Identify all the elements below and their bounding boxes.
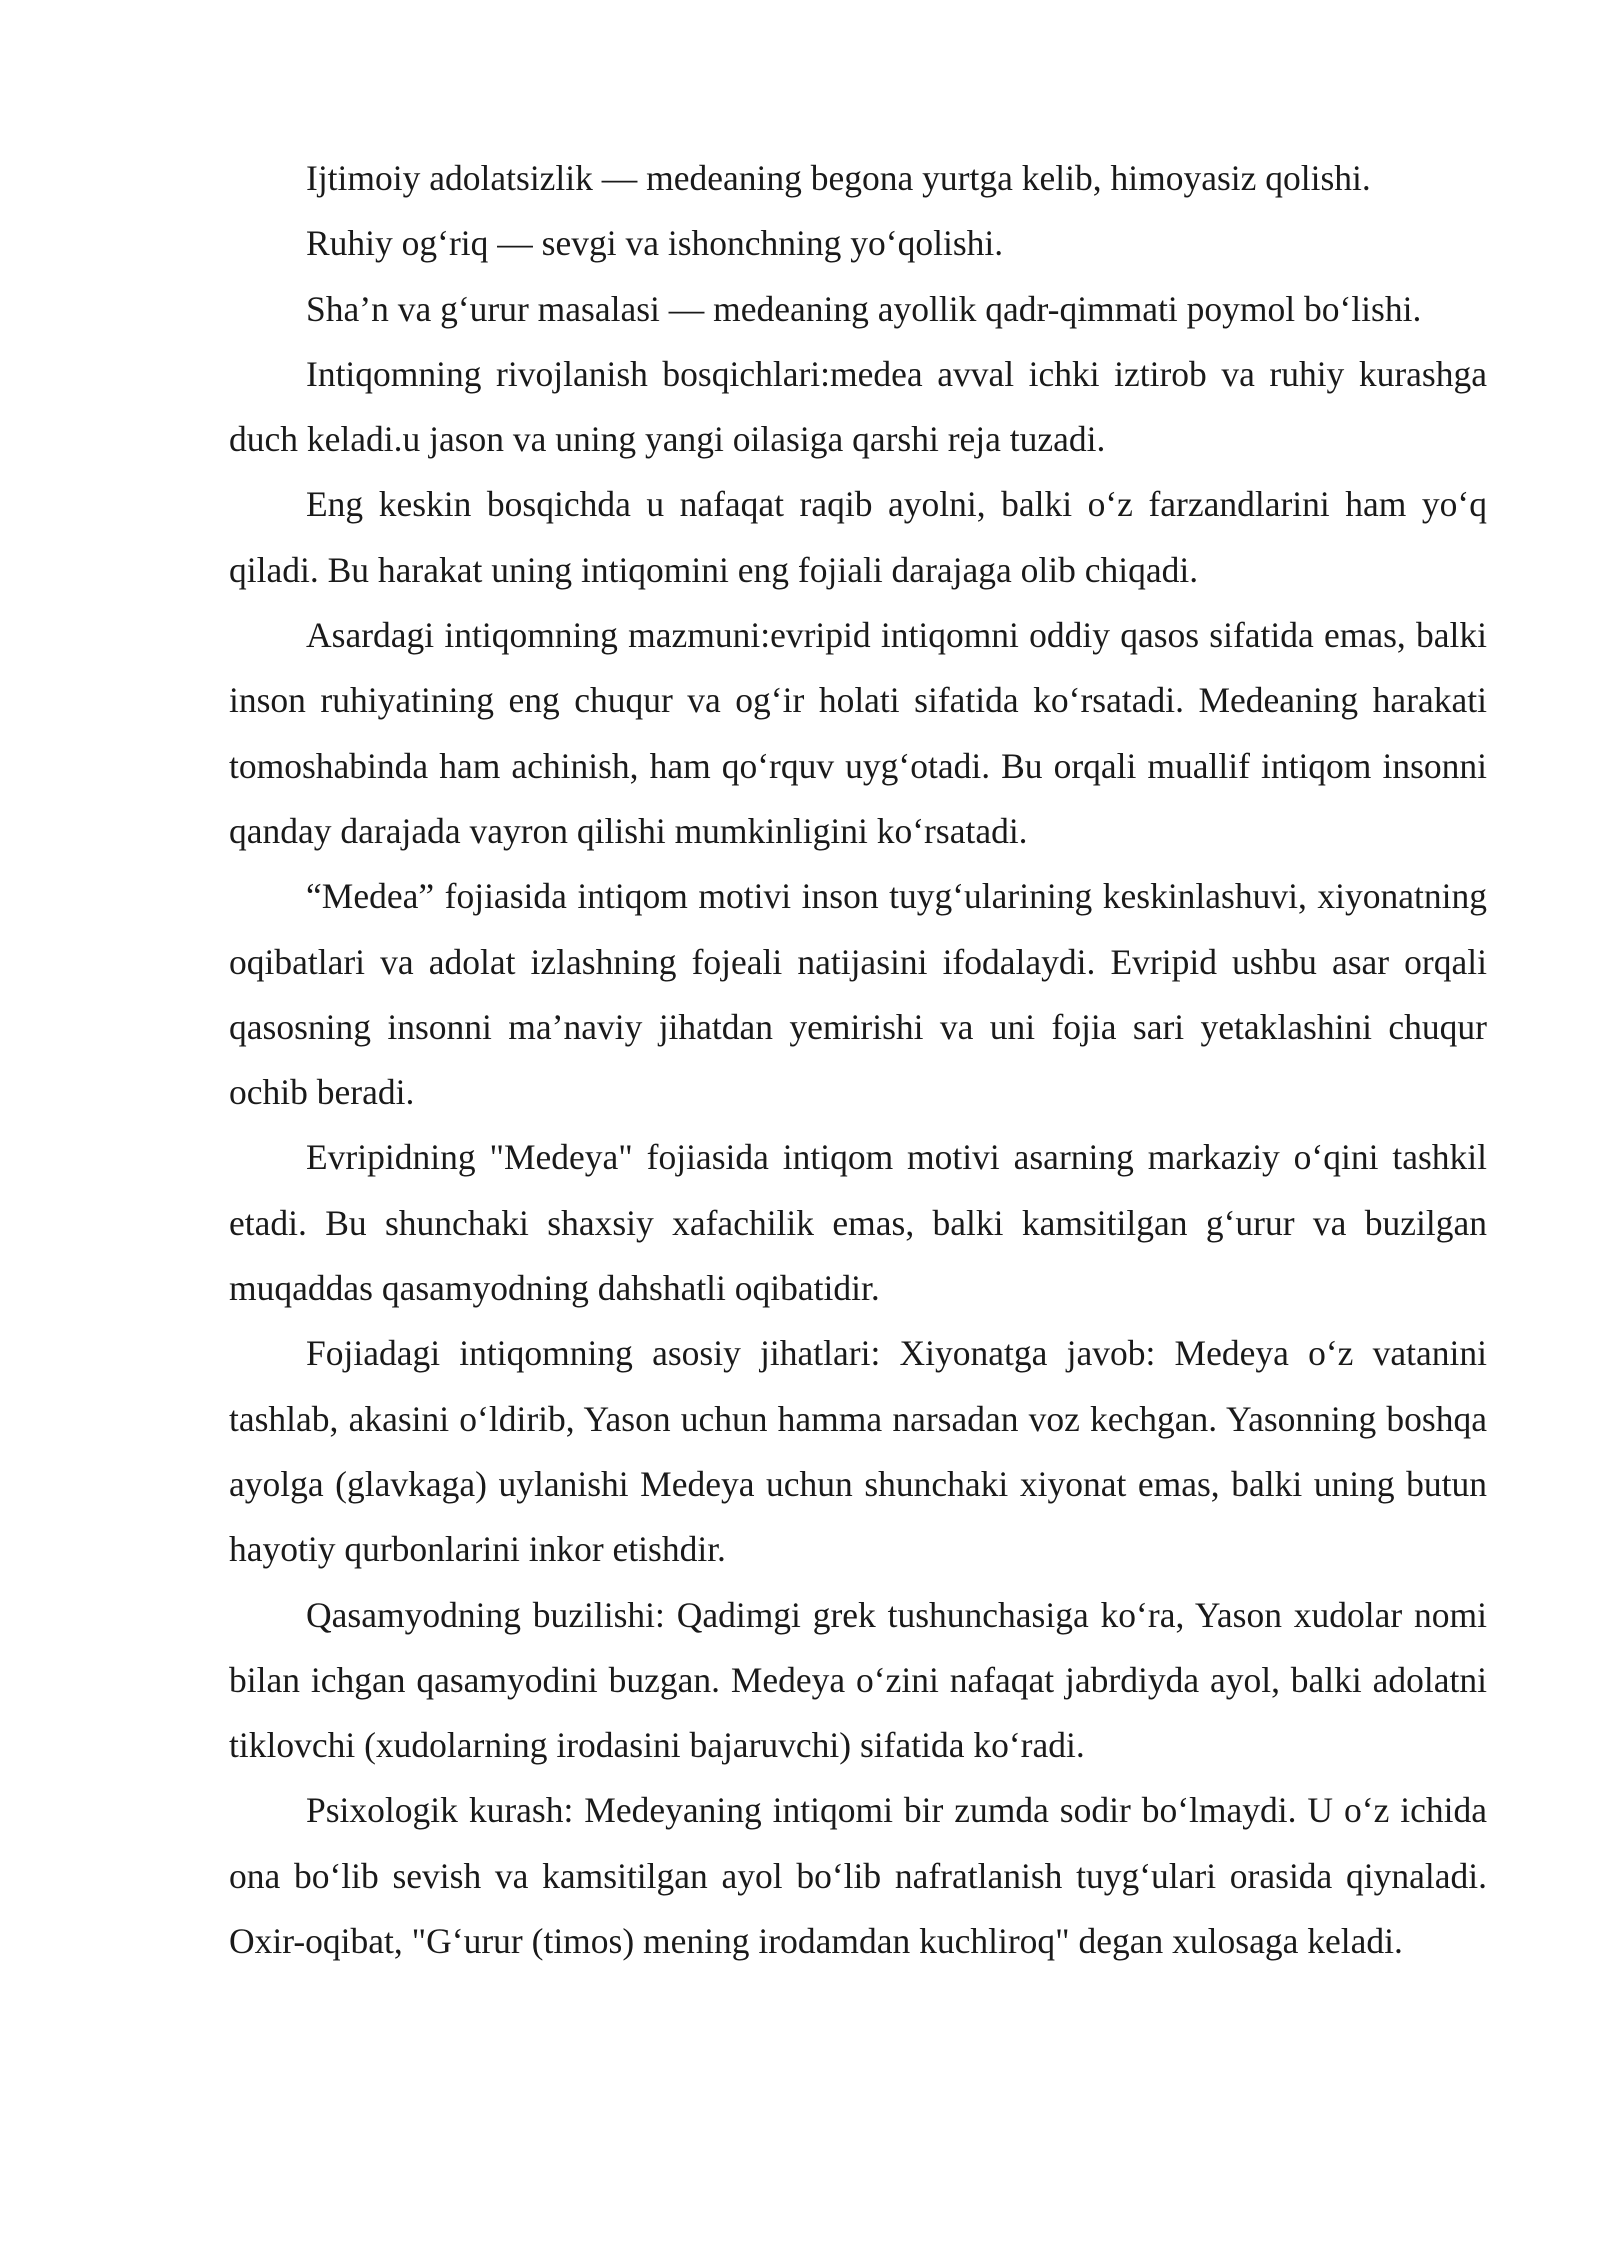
- document-page: [229, 146, 1487, 1974]
- paragraph-broken-oath: Qasamyodning buzilishi: Qadimgi grek tushunchasiga ko‘ra, Yason xudolar nomi bilan ichgan qasamyodini buzgan. Medeya o‘zini nafaqat jabrdiyda ayol, balki adolatni tiklovchi (xudolarning irodasini bajaruvchi) sifatida ko‘radi.: [229, 1594, 1487, 1766]
- paragraph-mental-pain: Ruhiy og‘riq — sevgi va ishonchning yo‘qolishi.: [306, 223, 1004, 264]
- paragraph-betrayal-response: Fojiadagi intiqomning asosiy jihatlari: Xiyonatga javob: Medeya o‘z vatanini tashlab, akasini o‘ldirib, Yason uchun hamma narsadan voz kechgan. Yasonning boshqa ayolga (glavkaga) uylanishi Medeya uchun shunchaki xiyonat emas, balki uning butun hayotiy qurbonlarini inkor etishdir.: [229, 1333, 1487, 1570]
- paragraph-revenge-stages: Intiqomning rivojlanish bosqichlari:medea avval ichki iztirob va ruhiy kurashga duch keladi.u jason va uning yangi oilasiga qarshi reja tuzadi.: [229, 353, 1487, 460]
- paragraph-medea-motif: “Medea” fojiasida intiqom motivi inson tuyg‘ularining keskinlashuvi, xiyonatning oqibatlari va adolat izlashning fojeali natijasini ifodalaydi. Evripid ushbu asar orqali qasosning insonni ma’naviy jihatdan yemirishi va uni fojia sari yetaklashini chuqur ochib beradi.: [229, 876, 1487, 1113]
- paragraph-psychological-struggle: Psixologik kurash: Medeyaning intiqomi bir zumda sodir bo‘lmaydi. U o‘z ichida ona bo‘lib sevish va kamsitilgan ayol bo‘lib nafratlanish tuyg‘ulari orasida qiynaladi. Oxir-oqibat, "G‘urur (timos) mening irodamdan kuchliroq" degan xulosaga keladi.: [229, 1790, 1487, 1962]
- paragraph-honor-and-pride: Sha’n va g‘urur masalasi — medeaning ayollik qadr-qimmati poymol bo‘lishi.: [306, 288, 1422, 329]
- paragraph-climax: Eng keskin bosqichda u nafaqat raqib ayolni, balki o‘z farzandlarini ham yo‘q qiladi. Bu harakat uning intiqomini eng fojiali darajaga olib chiqadi.: [229, 484, 1487, 590]
- paragraph-revenge-meaning: Asardagi intiqomning mazmuni:evripid intiqomni oddiy qasos sifatida emas, balki inson ruhiyatining eng chuqur va og‘ir holati sifatida ko‘rsatadi. Medeaning harakati tomoshabinda ham achinish, ham qo‘rquv uyg‘otadi. Bu orqali muallif intiqom insonni qanday darajada vayron qilishi mumkinligini ko‘rsatadi.: [229, 615, 1487, 851]
- paragraph-central-axis: Evripidning "Medeya" fojiasida intiqom motivi asarning markaziy o‘qini tashkil etadi. Bu shunchaki shaxsiy xafachilik emas, balki kamsitilgan g‘urur va buzilgan muqaddas qasamyodning dahshatli oqibatidir.: [229, 1137, 1487, 1309]
- paragraph-social-injustice: Ijtimoiy adolatsizlik — medeaning begona yurtga kelib, himoyasiz qolishi.: [306, 158, 1371, 198]
